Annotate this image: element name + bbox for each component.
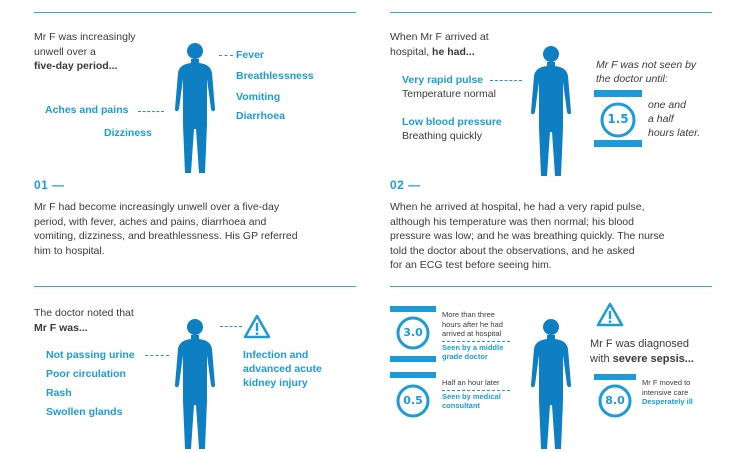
badge-bar-top (594, 90, 642, 97)
body-line: for an ECG test before seeing him. (390, 259, 552, 271)
body-line: When he arrived at hospital, he had a very rapid pulse, (390, 201, 645, 213)
timeline-bar (390, 372, 436, 378)
intro-bold: five-day period... (34, 60, 118, 72)
symptom-diarrhoea: Diarrhoea (236, 110, 286, 122)
mid-divider-left (34, 286, 356, 287)
human-figure-icon (528, 45, 574, 179)
caption-line: one and (648, 99, 686, 111)
finding-rash: Rash (46, 387, 72, 399)
finding-circulation: Poor circulation (46, 368, 126, 380)
human-figure-icon (172, 42, 218, 176)
caption-line: More than three (442, 310, 495, 319)
caption-divider (442, 341, 510, 342)
caption-line: hours after he had (442, 319, 503, 329)
caption-line: a half (648, 113, 674, 125)
symptom-dizziness: Dizziness (104, 127, 152, 139)
caption-line: intensive care (642, 387, 689, 397)
badge-value: 3.0 (403, 326, 423, 339)
sign-low-bp: Low blood pressure (402, 116, 502, 128)
badge-caption (648, 98, 700, 140)
symptom-breathlessness: Breathlessness (236, 70, 314, 82)
caption-line: Half an hour later (442, 378, 500, 387)
body-line: vomiting, dizziness, and breathlessness. His GP referred (34, 230, 298, 242)
top-divider-left (34, 12, 356, 13)
diagnosis-bold: severe sepsis... (612, 352, 694, 365)
timeline-caption (442, 310, 510, 362)
body-line: although his temperature was then normal; his blood (390, 215, 634, 228)
connector (490, 80, 522, 81)
body-line: pressure was low; and he was breathing quickly. The nurse (390, 230, 665, 242)
connector (145, 355, 169, 356)
intro-line: Mr F was increasingly (34, 31, 136, 43)
final-caption (642, 378, 693, 407)
note-line: Mr F was not seen by (596, 59, 697, 71)
symptoms-right (236, 48, 314, 123)
sign-breathing: Breathing quickly (402, 130, 482, 142)
intro-line: unwell over a (34, 45, 96, 58)
badge-value: 0.5 (403, 394, 423, 407)
body-line: Mr F had become increasingly unwell over a five-day (34, 201, 280, 213)
caption-line: hours later. (648, 127, 701, 139)
diagnosis-line: Mr F was diagnosed (590, 338, 690, 350)
intro-line: The doctor noted that (34, 307, 134, 319)
top-divider-right (390, 12, 712, 13)
body-line: him to hospital. (34, 244, 105, 257)
mid-divider-right (390, 286, 712, 287)
intro-bold: he had... (432, 45, 475, 58)
warning-icon (243, 314, 271, 339)
caption-bold: Seen by a middle (442, 342, 504, 352)
warning-line: advanced acute (243, 363, 322, 375)
panel3-intro (34, 306, 134, 335)
warning-line: Infection and (243, 349, 309, 361)
symptom-fever: Fever (236, 49, 265, 61)
finding-glands: Swollen glands (46, 406, 123, 418)
findings-left (46, 348, 135, 419)
caption-bold: consultant (442, 401, 480, 410)
connector (220, 326, 242, 327)
symptom-aches: Aches and pains (45, 104, 129, 116)
badge-value: 8.0 (605, 394, 625, 407)
badge-bar-bottom (594, 140, 642, 147)
caption-line: arrived at hospital (442, 329, 502, 338)
symptom-vomiting: Vomiting (236, 91, 281, 103)
diagnosis (590, 337, 694, 366)
connector (219, 55, 233, 56)
human-figure-icon (528, 318, 574, 452)
sign-temperature: Temperature normal (402, 88, 496, 100)
body-line: told the doctor about the observations, and he asked (390, 244, 635, 257)
body-line: period, with fever, aches and pains, diarrhoea and (34, 215, 267, 228)
connector (138, 111, 164, 112)
panel2-intro (390, 30, 489, 59)
step-number: 02 — (390, 178, 421, 192)
intro-bold: Mr F was... (34, 321, 88, 334)
intro-line: When Mr F arrived at (390, 31, 489, 43)
warning-text (243, 348, 322, 390)
caption-bold: Seen by medical (442, 391, 501, 401)
panel2-body (390, 200, 720, 273)
caption-divider (442, 390, 510, 391)
intro-plain: hospital, (390, 45, 433, 58)
sign-block (402, 73, 496, 102)
sign-rapid-pulse: Very rapid pulse (402, 74, 484, 86)
timeline-caption (442, 378, 510, 411)
caption-line: Mr F moved to (642, 378, 691, 387)
caption-bold: grade doctor (442, 352, 488, 361)
panel1-body (34, 200, 364, 258)
step-number: 01 — (34, 178, 65, 192)
delay-note (596, 58, 696, 86)
finding-urine: Not passing urine (46, 349, 135, 361)
warning-line: kidney injury (243, 377, 308, 389)
timeline-bar (390, 306, 436, 312)
human-figure-icon (172, 318, 218, 452)
timeline-bar (390, 356, 436, 362)
sign-block (402, 115, 502, 144)
warning-icon (596, 302, 624, 327)
timeline-bar (594, 374, 636, 380)
note-line: the doctor until: (596, 73, 668, 85)
panel1-intro (34, 30, 136, 74)
diagnosis-plain: with (590, 352, 613, 365)
caption-bold: Desperately ill (642, 397, 693, 406)
badge-value: 1.5 (607, 112, 629, 126)
